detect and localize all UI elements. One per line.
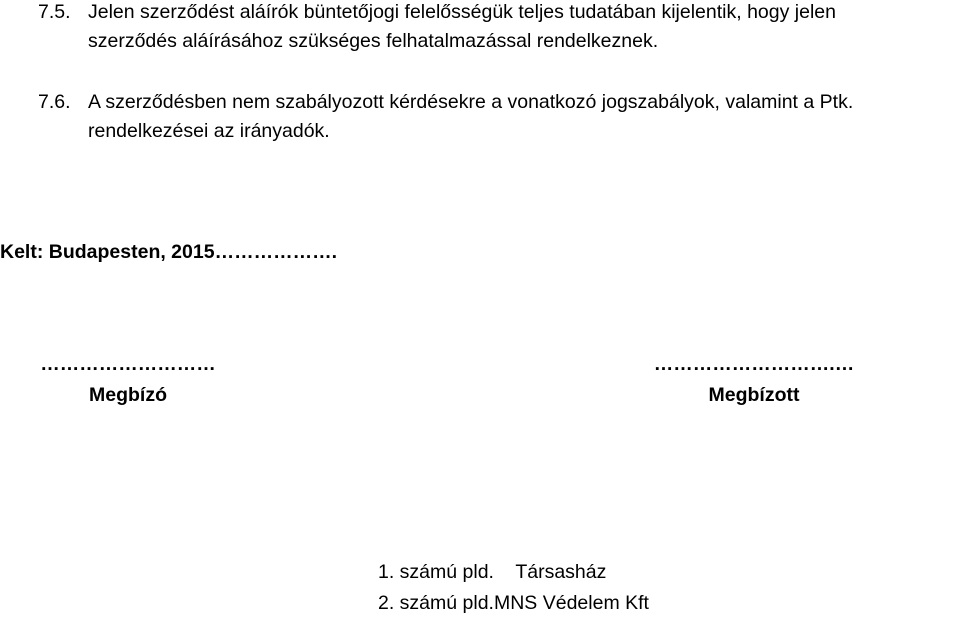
signature-role: Megbízott (708, 384, 800, 406)
copy-label: 2. számú pld. (378, 592, 494, 614)
copy-label: 1. számú pld. (378, 561, 494, 583)
copies-list (378, 557, 649, 619)
copy-row (378, 557, 649, 588)
clause-text-line2: szerződés aláírásához szükséges felhatalmazással rendelkeznek. (88, 30, 659, 52)
signature-role: Megbízó (89, 384, 167, 406)
clause-text-line1: A szerződésben nem szabályozott kérdésekre a vonatkozó jogszabályok, valamint a Ptk. (88, 91, 854, 113)
signature-line: ……………………… (40, 353, 216, 375)
date-place-line: Kelt: Budapesten, 2015………………. (0, 241, 337, 263)
signature-block-principal (28, 350, 228, 410)
copy-row (378, 588, 649, 619)
signature-block-agent (638, 350, 870, 410)
clause-number: 7.6. (38, 91, 71, 113)
signature-line: ……………………….… (653, 353, 855, 375)
clause-text-line1: Jelen szerződést aláírók büntetőjogi felelősségük teljes tudatában kijelentik, hogy jelen (88, 1, 836, 23)
clause-7-6 (38, 88, 954, 146)
clause-number: 7.5. (38, 1, 71, 23)
copy-party: MNS Védelem Kft (493, 592, 649, 614)
copy-party: Társasház (515, 561, 607, 583)
clause-text-line2: rendelkezései az irányadók. (88, 120, 330, 142)
clause-7-5 (38, 0, 954, 56)
